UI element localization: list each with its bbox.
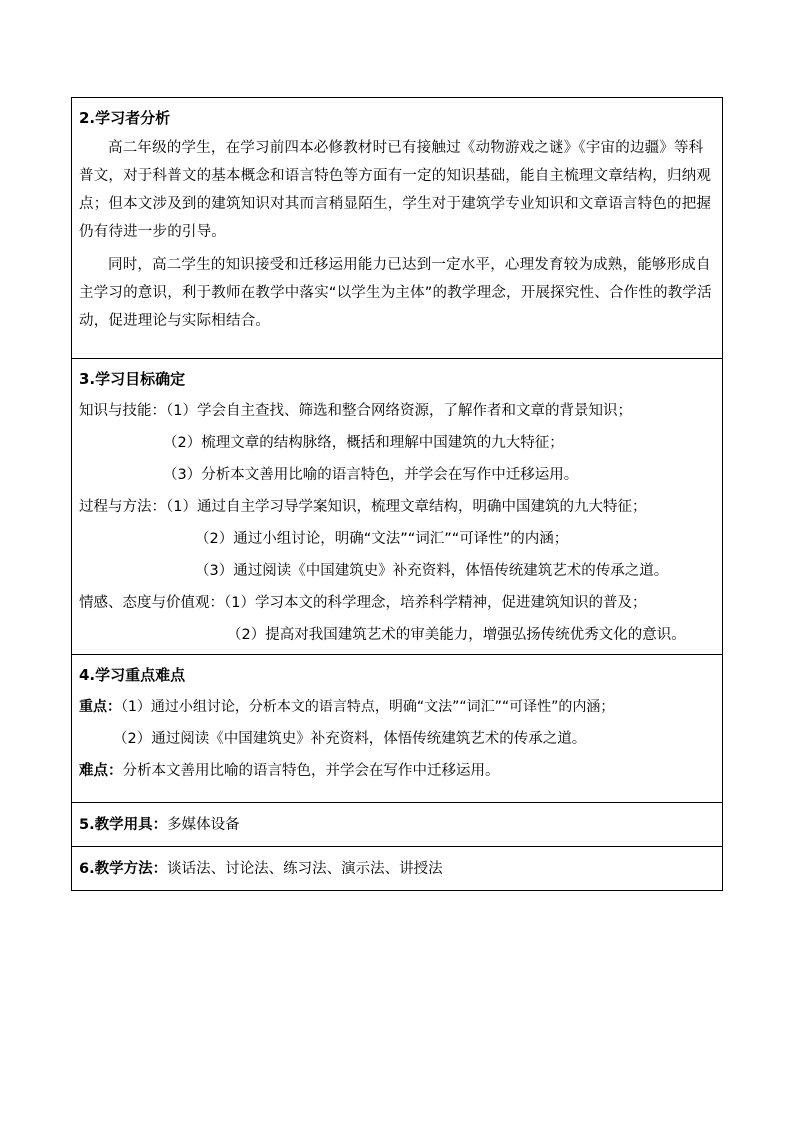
tools-value: 多媒体设备 (167, 816, 240, 833)
key-label: 重点： (79, 699, 121, 715)
process-item-1: （1）通过自主学习导学案知识，梳理文章结构，明确中国建筑的九大特征； (166, 499, 647, 515)
key-item-2: （2）通过阅读《中国建筑史》补充资料，体悟传统建筑艺术的传承之道。 (113, 731, 587, 747)
process-item-3: （3）通过阅读《中国建筑史》补充资料，体悟传统建筑艺术的传承之道。 (195, 563, 669, 579)
tools-label: 5.教学用具： (79, 816, 168, 833)
difficulty-text: 分析本文善用比喻的语言特色，并学会在写作中迁移运用。 (122, 763, 500, 779)
learner-paragraph-2: 同时，高二学生的知识接受和迁移运用能力已达到一定水平，心理发育较为成熟，能够形成自主学习的意识，利于教师在教学中落实“以学生为主体”的教学理念，开展探究性、合作性的教学活动，促进理论与实际相结合。 (79, 257, 712, 329)
knowledge-item-3: （3）分析本文善用比喻的语言特色，并学会在写作中迁移运用。 (163, 467, 579, 483)
learner-paragraph-1: 高二年级的学生，在学习前四本必修教材时已有接触过《动物游戏之谜》《宇宙的边疆》等科普文，对于科普文的基本概念和语言特色等方面有一定的知识基础，能自主梳理文章结构，归纳观点；但本文涉及到的建筑知识对其而言稍显陌生，学生对于建筑学专业知识和文章语言特色的把握仍有待进一步的引导。 (79, 140, 712, 240)
methods-label: 6.教学方法： (79, 860, 168, 877)
objective-line (79, 587, 715, 619)
keypoint-line (79, 691, 715, 723)
difficulty-label: 难点： (79, 763, 123, 779)
methods-section (72, 846, 722, 890)
tools-section (72, 802, 722, 846)
difficulty-line (79, 755, 715, 787)
knowledge-item-2: （2）梳理文章的结构脉络，概括和理解中国建筑的九大特征； (163, 435, 564, 451)
emotion-item-2: （2）提高对我国建筑艺术的审美能力，增强弘扬传统优秀文化的意识。 (227, 627, 686, 643)
objective-line (79, 491, 715, 523)
emotion-item-1: （1）学习本文的科学理念，培养科学精神，促进建筑知识的普及； (224, 595, 647, 611)
process-item-2: （2）通过小组讨论，明确“文法”“词汇”“可译性”的内涵； (195, 531, 569, 547)
methods-line (79, 853, 443, 885)
knowledge-label: 知识与技能： (79, 403, 166, 419)
process-label: 过程与方法： (79, 499, 166, 515)
objectives-section (72, 358, 722, 654)
key-item-1: （1）通过小组讨论，分析本文的语言特点，明确“文法”“词汇”“可译性”的内涵； (121, 699, 615, 715)
lesson-plan-table (71, 97, 723, 891)
objective-line (79, 395, 715, 427)
tools-line (79, 809, 240, 841)
emotion-label: 情感、态度与价值观： (79, 595, 224, 611)
section-title: 3.学习目标确定 (79, 370, 186, 388)
knowledge-item-1: （1）学会自主查找、筛选和整合网络资源，了解作者和文章的背景知识； (166, 403, 632, 419)
methods-value: 谈话法、讨论法、练习法、演示法、讲授法 (167, 860, 443, 877)
section-title: 4.学习重点难点 (79, 666, 186, 684)
keypoints-section (72, 654, 722, 802)
learner-analysis-section (72, 98, 722, 358)
section-title: 2.学习者分析 (79, 109, 171, 127)
